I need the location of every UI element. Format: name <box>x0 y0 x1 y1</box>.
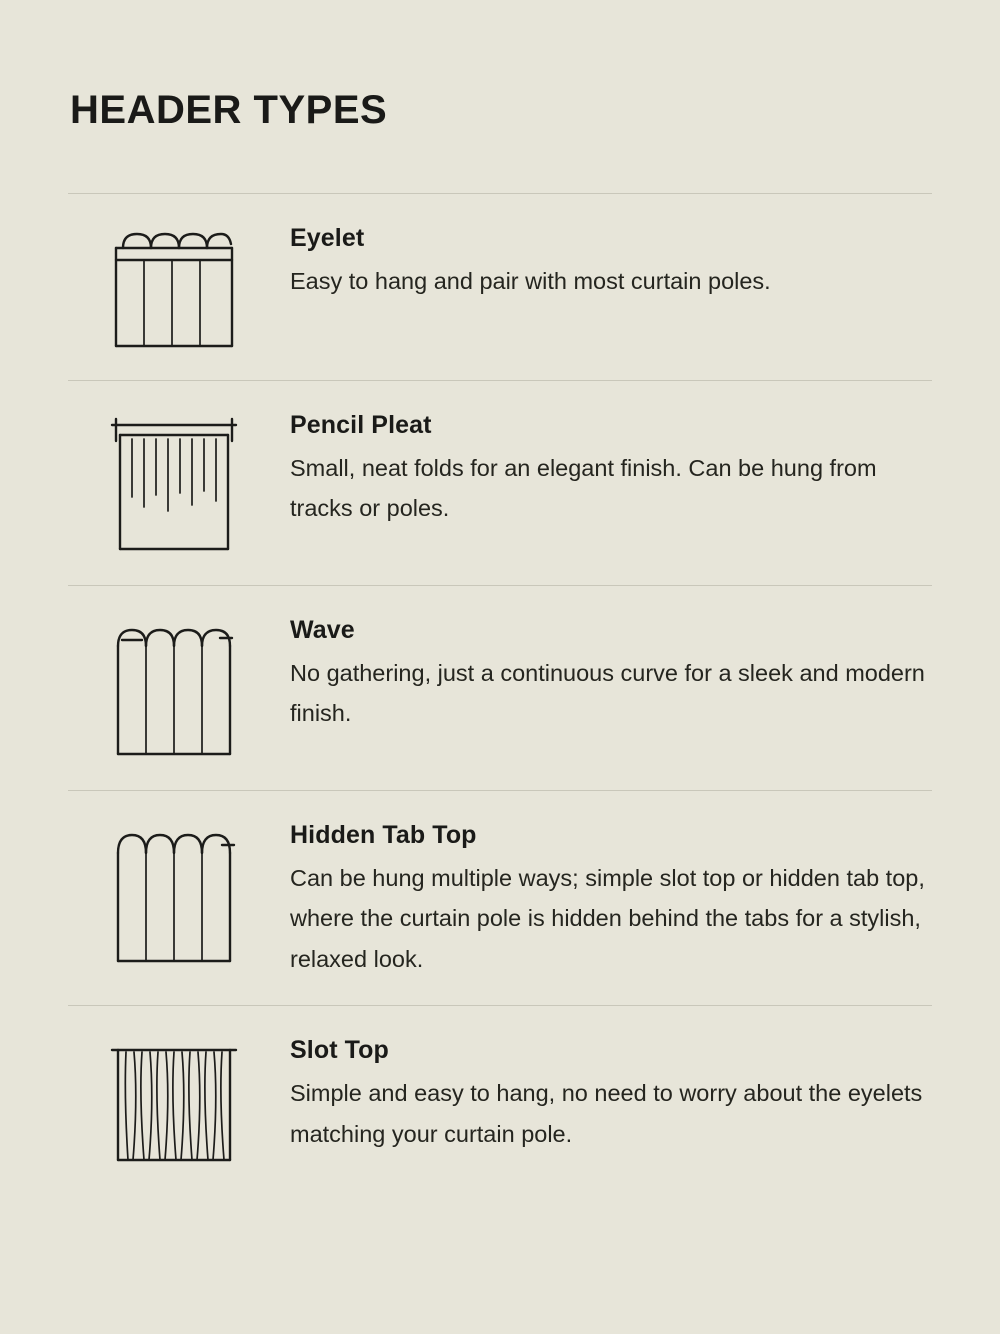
item-title: Eyelet <box>290 224 365 252</box>
hidden-tab-top-curtain-icon <box>108 821 240 969</box>
text-cell <box>280 407 932 529</box>
item-title: Pencil Pleat <box>290 411 432 439</box>
text-cell <box>280 817 932 979</box>
list-item <box>68 1006 932 1194</box>
icon-cell <box>68 407 280 559</box>
item-description: No gathering, just a continuous curve for a sleek and modern finish. <box>290 660 925 727</box>
icon-cell <box>68 817 280 969</box>
eyelet-curtain-icon <box>108 224 240 354</box>
item-description: Small, neat folds for an elegant finish. Can be hung from tracks or poles. <box>290 455 877 522</box>
pencil-pleat-curtain-icon <box>108 411 240 559</box>
item-description: Can be hung multiple ways; simple slot top or hidden tab top, where the curtain pole is hidden behind the tabs for a stylish, relaxed look. <box>290 865 925 972</box>
text-cell <box>280 612 932 734</box>
text-cell <box>280 1032 932 1154</box>
list-item <box>68 194 932 380</box>
slot-top-curtain-icon <box>108 1036 240 1168</box>
icon-cell <box>68 220 280 354</box>
list-item <box>68 791 932 1005</box>
item-title: Hidden Tab Top <box>290 821 477 849</box>
item-title: Wave <box>290 616 355 644</box>
icon-cell <box>68 612 280 764</box>
item-description: Easy to hang and pair with most curtain poles. <box>290 268 771 294</box>
list-item <box>68 586 932 790</box>
page-title: HEADER TYPES <box>70 88 388 132</box>
header-types-list <box>68 193 932 1194</box>
icon-cell <box>68 1032 280 1168</box>
item-title: Slot Top <box>290 1036 389 1065</box>
text-cell <box>280 220 932 301</box>
list-item <box>68 381 932 585</box>
item-description: Simple and easy to hang, no need to worry about the eyelets matching your curtain pole. <box>290 1080 923 1147</box>
wave-curtain-icon <box>108 616 240 764</box>
